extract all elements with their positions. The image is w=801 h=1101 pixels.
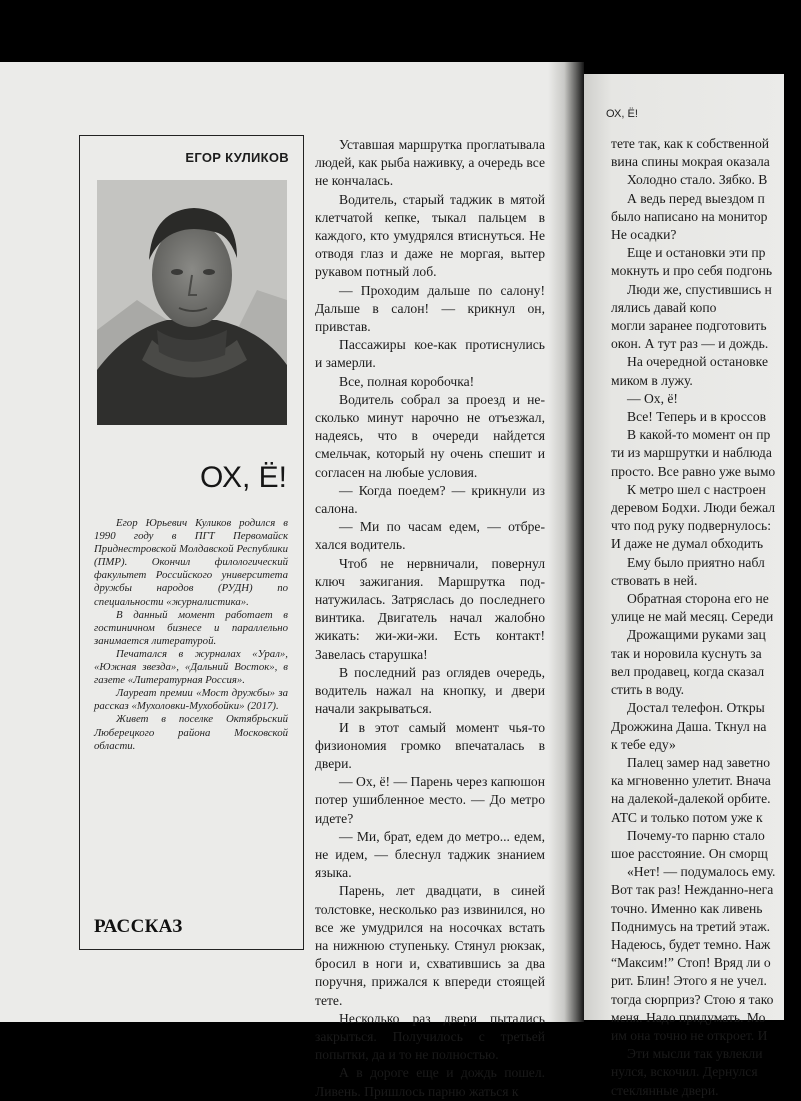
text-line: Дрожжина Даша. Ткнул на: [611, 718, 767, 734]
text-line: Достал телефон. Откры: [627, 700, 765, 716]
text-line: шое расстояние. Он сморщ: [611, 845, 768, 861]
text-line: Ему было приятно набл: [627, 554, 765, 570]
story-paragraph: — Проходим дальше по салону! Дальше в салон! — крикнул он, привстав.: [315, 282, 545, 335]
bio-paragraph: Живет в поселке Октябрьский Люберецкого района Московской области.: [94, 713, 288, 752]
text-line: вина спины мокрая оказала: [611, 154, 770, 170]
text-line: Еще и остановки эти пр: [627, 245, 766, 261]
text-line: улице не май месяц. Середи: [611, 609, 774, 625]
bio-paragraph: Лауреат премии «Мост дружбы» за рассказ «Мухоловки-Мухобойки» (2017).: [94, 687, 288, 713]
bio-paragraph: В данный момент работает в гостиничном бизнесе и параллельно занимается литературой.: [94, 608, 288, 647]
text-line: ствовать в ней.: [611, 572, 698, 588]
story-paragraph: И в этот самый момент чья-то физиономия громко впечаталась в двери.: [315, 719, 545, 771]
story-paragraph: — Когда поедем? — крикнули из салона.: [315, 482, 545, 517]
text-line: ка мгновенно улетит. Внача: [611, 773, 771, 789]
text-line: им она точно не откроет. И: [611, 1027, 768, 1043]
text-line: стеклянные двери.: [611, 1082, 719, 1098]
text-line: Эти мысли так увлекли: [627, 1046, 763, 1062]
text-line: АТС и только потом уже к: [611, 809, 763, 825]
text-line: точно. Именно как ливень: [611, 900, 763, 916]
text-line: «Нет! — подумалось ему.: [627, 864, 776, 880]
text-line: Вот так раз! Нежданно-нега: [611, 882, 774, 898]
text-line: К метро шел с настроен: [627, 481, 766, 497]
text-line: рит. Блин! Этого я не учел.: [611, 973, 767, 989]
text-line: мокнуть и про себя подгонь: [611, 263, 773, 279]
text-line: деревом Бодхи. Люди бежал: [611, 500, 776, 516]
text-line: А ведь перед выездом п: [627, 190, 765, 206]
story-paragraph: Несколько раз двери пытались закрыться. Получилось с третьей попытки, да и то не полностью.: [315, 1010, 545, 1063]
text-line: миком в лужу.: [611, 372, 693, 388]
author-photo: [97, 180, 287, 425]
genre-label: РАССКАЗ: [94, 916, 183, 937]
right-page-text-column: [611, 135, 801, 1100]
text-line: Палец замер над заветно: [627, 754, 771, 770]
story-paragraph: Парень, лет двадцати, в синей толстовке, несколько раз извинился, но все же умудрился на носочках встать на нижнюю ступеньку. Стянул рюкзак, бросил в ноги и, схватившись за два поручня, прижался к впереди стоящей тете.: [315, 883, 545, 1008]
story-paragraph: — Ох, ё! — Парень через капюшон потер ушибленное место. — До метро идете?: [315, 774, 545, 826]
text-line: тогда сюрприз? Стою я тако: [611, 991, 774, 1007]
text-line: меня. Надо придумать. Мо: [611, 1009, 766, 1025]
text-line: лялись давай копо: [611, 299, 717, 315]
story-paragraph: Чтоб не нервничали, повернул ключ зажигания. Маршрутка поднатужилась. Затряслась до последнего винтика. Двигатель начал жалобно жикать: жи-жи-жи. Есть контакт! Завелась старушка!: [315, 555, 545, 662]
text-line: стить в воду.: [611, 682, 685, 698]
text-line: Дрожащими руками зац: [627, 627, 766, 643]
author-info-box: [79, 135, 304, 950]
author-name: ЕГОР КУЛИКОВ: [185, 150, 289, 165]
story-paragraph: А в дороге еще и дождь пошел. Ливень. Пришлось парню жаться к: [315, 1065, 545, 1099]
story-paragraph: Пассажиры кое-как протиснулись и замерли.: [315, 337, 545, 371]
text-line: к тебе еду»: [611, 736, 676, 752]
text-line: Почему-то парню стало: [627, 827, 765, 843]
text-line: В какой-то момент он пр: [627, 427, 771, 443]
story-paragraph: Уставшая маршрутка проглатывала людей, как рыба наживку, а очередь все не кончалась.: [315, 137, 545, 189]
text-line: Надеюсь, будет темно. Наж: [611, 936, 771, 952]
book-gutter: [548, 62, 584, 1022]
text-line: Не осадки?: [611, 227, 677, 243]
text-line: нулся, вскочил. Дернулся: [611, 1064, 758, 1080]
text-line: вел продавец, когда сказал: [611, 663, 765, 679]
running-head: ОХ, Ё!: [606, 108, 638, 120]
bio-paragraph: Егор Юрьевич Куликов родился в 1990 году в ПГТ Первомайск Приднестровской Молдавской Республики (ПМР). Окончил филологический факультет Российского университета дружбы народов (РУДН) по специальности «журналистика».: [94, 517, 288, 608]
story-paragraph: Водитель собрал за проезд и несколько минут нарочно не отъезжал, надеясь, что в очереди найдется смельчак, который ну очень спешит и согласен на любые условия.: [315, 391, 545, 480]
text-line: окон. А тут раз — и дождь.: [611, 336, 769, 352]
story-text-column: [315, 136, 545, 1101]
story-paragraph: В последний раз оглядев очередь, водитель нажал на кнопку, и двери начали закрываться.: [315, 664, 545, 717]
author-bio: [94, 517, 288, 753]
story-title: ОХ, Ё!: [199, 461, 287, 494]
text-line: просто. Все равно уже вымо: [611, 463, 776, 479]
text-line: — Ох, ё!: [627, 390, 678, 406]
story-paragraph: — Ми, брат, едем до метро... едем, не идем, — блеснул таджик знанием языка.: [315, 828, 545, 881]
story-paragraph: Водитель, старый таджик в мятой клетчатой кепке, тыкал пальцем в каждого, кто умудрялся втиснуться. Не отводя глаз и даже не моргая, вытер рукавом потный лоб.: [315, 191, 545, 280]
story-paragraph: Все, полная коробочка!: [339, 373, 475, 389]
text-line: “Максим!” Стоп! Вряд ли о: [611, 955, 771, 971]
text-line: на далекой-далекой орбите.: [611, 791, 771, 807]
text-line: На очередной остановке: [627, 354, 768, 370]
text-line: тете так, как к собственной: [611, 136, 770, 151]
text-line: Холодно стало. Зябко. В: [627, 172, 768, 188]
text-line: И даже не думал обходить: [611, 536, 764, 552]
bio-paragraph: Печатался в журналах «Урал», «Южная звезда», «Дальний Восток», в газете «Литературная Россия».: [94, 647, 288, 687]
text-line: Обратная сторона его не: [627, 591, 769, 607]
text-line: что под руку подвернулось:: [611, 518, 771, 534]
text-line: могли заранее подготовить: [611, 318, 767, 334]
text-line: так и норовила куснуть за: [611, 645, 762, 661]
author-portrait-image: [97, 180, 287, 425]
text-line: ти из маршрутки и наблюда: [611, 445, 772, 461]
text-line: Поднимусь на третий этаж.: [611, 918, 771, 934]
text-line: Люди же, спустившись н: [627, 281, 772, 297]
story-paragraph: — Ми по часам едем, — отбрехался водитель.: [315, 519, 545, 553]
text-line: было написано на монитор: [611, 208, 768, 224]
text-line: Все! Теперь и в кроссов: [627, 409, 767, 425]
